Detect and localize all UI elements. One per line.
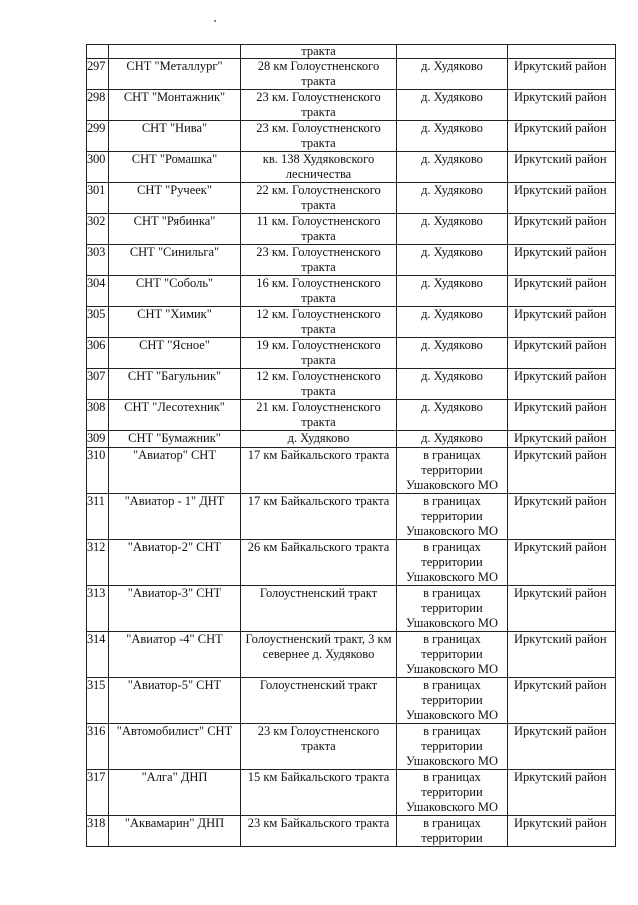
location: 28 км Голоустненского тракта	[241, 59, 397, 90]
row-number: 310	[87, 448, 109, 494]
location: Голоустненский тракт	[241, 678, 397, 724]
organization-name: "Авиатор-2" СНТ	[109, 540, 241, 586]
location: 15 км Байкальского тракта	[241, 770, 397, 816]
location: 12 км. Голоустненского тракта	[241, 369, 397, 400]
location: 19 км. Голоустненского тракта	[241, 338, 397, 369]
location: 12 км. Голоустненского тракта	[241, 307, 397, 338]
organization-name: СНТ "Лесотехник"	[109, 400, 241, 431]
organization-name: "Авиатор" СНТ	[109, 448, 241, 494]
district: Иркутский район	[508, 121, 616, 152]
organization-name: "Аквамарин" ДНП	[109, 816, 241, 847]
locality: д. Худяково	[397, 152, 508, 183]
locality: в границах территории	[397, 816, 508, 847]
district: Иркутский район	[508, 59, 616, 90]
location: 21 км. Голоустненского тракта	[241, 400, 397, 431]
location: Голоустненский тракт	[241, 586, 397, 632]
district: Иркутский район	[508, 369, 616, 400]
organization-name: "Автомобилист" СНТ	[109, 724, 241, 770]
table-row	[87, 770, 616, 816]
locality: д. Худяково	[397, 400, 508, 431]
location: 11 км. Голоустненского тракта	[241, 214, 397, 245]
locality: в границах территории Ушаковского МО	[397, 494, 508, 540]
locality: д. Худяково	[397, 431, 508, 448]
organization-name: "Авиатор-3" СНТ	[109, 586, 241, 632]
organization-name: СНТ "Бумажник"	[109, 431, 241, 448]
row-number: 313	[87, 586, 109, 632]
table-row	[87, 816, 616, 847]
row-number: 308	[87, 400, 109, 431]
location: кв. 138 Худяковского лесничества	[241, 152, 397, 183]
locality: д. Худяково	[397, 183, 508, 214]
organization-name: СНТ "Ясное"	[109, 338, 241, 369]
table-row	[87, 540, 616, 586]
district: Иркутский район	[508, 448, 616, 494]
location: тракта	[241, 45, 397, 59]
organization-name: СНТ "Синильга"	[109, 245, 241, 276]
table-row	[87, 214, 616, 245]
organization-name: СНТ "Соболь"	[109, 276, 241, 307]
table-row	[87, 90, 616, 121]
table-row	[87, 338, 616, 369]
row-number: 301	[87, 183, 109, 214]
location: 23 км Байкальского тракта	[241, 816, 397, 847]
table-row	[87, 678, 616, 724]
table-row	[87, 307, 616, 338]
locality: д. Худяково	[397, 90, 508, 121]
locality: д. Худяково	[397, 276, 508, 307]
row-number: 306	[87, 338, 109, 369]
table-row	[87, 245, 616, 276]
district: Иркутский район	[508, 214, 616, 245]
location: 23 км. Голоустненского тракта	[241, 245, 397, 276]
organization-name: "Авиатор -4" СНТ	[109, 632, 241, 678]
organization-name: СНТ "Металлург"	[109, 59, 241, 90]
table-row	[87, 59, 616, 90]
location: 23 км Голоустненского тракта	[241, 724, 397, 770]
location: 17 км Байкальского тракта	[241, 494, 397, 540]
organization-name: "Алга" ДНП	[109, 770, 241, 816]
location: 22 км. Голоустненского тракта	[241, 183, 397, 214]
table-row	[87, 369, 616, 400]
row-number	[87, 45, 109, 59]
organization-name: СНТ "Ромашка"	[109, 152, 241, 183]
locality: д. Худяково	[397, 245, 508, 276]
row-number: 312	[87, 540, 109, 586]
district: Иркутский район	[508, 816, 616, 847]
district: Иркутский район	[508, 431, 616, 448]
locality: д. Худяково	[397, 59, 508, 90]
table-row	[87, 494, 616, 540]
locality: в границах территории Ушаковского МО	[397, 540, 508, 586]
location: Голоустненский тракт, 3 км севернее д. Худяково	[241, 632, 397, 678]
row-number: 316	[87, 724, 109, 770]
row-number: 300	[87, 152, 109, 183]
locality: в границах территории Ушаковского МО	[397, 586, 508, 632]
district: Иркутский район	[508, 276, 616, 307]
organization-name	[109, 45, 241, 59]
organization-name: "Авиатор - 1" ДНТ	[109, 494, 241, 540]
locality: д. Худяково	[397, 307, 508, 338]
location: 23 км. Голоустненского тракта	[241, 90, 397, 121]
organization-name: СНТ "Монтажник"	[109, 90, 241, 121]
district: Иркутский район	[508, 152, 616, 183]
location: 16 км. Голоустненского тракта	[241, 276, 397, 307]
district: Иркутский район	[508, 245, 616, 276]
scan-speck	[214, 20, 216, 22]
organization-name: СНТ "Химик"	[109, 307, 241, 338]
location: 23 км. Голоустненского тракта	[241, 121, 397, 152]
locality: в границах территории Ушаковского МО	[397, 678, 508, 724]
table-row	[87, 276, 616, 307]
district: Иркутский район	[508, 494, 616, 540]
locality: в границах территории Ушаковского МО	[397, 632, 508, 678]
district: Иркутский район	[508, 540, 616, 586]
row-number: 297	[87, 59, 109, 90]
district: Иркутский район	[508, 770, 616, 816]
locality	[397, 45, 508, 59]
locality: в границах территории Ушаковского МО	[397, 448, 508, 494]
district: Иркутский район	[508, 586, 616, 632]
district: Иркутский район	[508, 724, 616, 770]
locality: д. Худяково	[397, 369, 508, 400]
organization-name: СНТ "Ручеек"	[109, 183, 241, 214]
table-row	[87, 431, 616, 448]
row-number: 298	[87, 90, 109, 121]
locality: в границах территории Ушаковского МО	[397, 770, 508, 816]
organization-name: СНТ "Багульник"	[109, 369, 241, 400]
table-row	[87, 183, 616, 214]
row-number: 309	[87, 431, 109, 448]
organization-name: СНТ "Нива"	[109, 121, 241, 152]
row-number: 299	[87, 121, 109, 152]
table-row	[87, 45, 616, 59]
table-row	[87, 400, 616, 431]
district: Иркутский район	[508, 90, 616, 121]
location: д. Худяково	[241, 431, 397, 448]
row-number: 311	[87, 494, 109, 540]
district: Иркутский район	[508, 183, 616, 214]
location: 26 км Байкальского тракта	[241, 540, 397, 586]
locality: д. Худяково	[397, 214, 508, 245]
row-number: 318	[87, 816, 109, 847]
registry-table	[86, 44, 616, 847]
district: Иркутский район	[508, 338, 616, 369]
row-number: 303	[87, 245, 109, 276]
district: Иркутский район	[508, 400, 616, 431]
table-row	[87, 632, 616, 678]
table-row	[87, 586, 616, 632]
registry-table-body	[87, 45, 616, 847]
district: Иркутский район	[508, 632, 616, 678]
district: Иркутский район	[508, 307, 616, 338]
row-number: 305	[87, 307, 109, 338]
row-number: 315	[87, 678, 109, 724]
row-number: 302	[87, 214, 109, 245]
table-row	[87, 152, 616, 183]
row-number: 317	[87, 770, 109, 816]
table-row	[87, 448, 616, 494]
locality: д. Худяково	[397, 121, 508, 152]
organization-name: "Авиатор-5" СНТ	[109, 678, 241, 724]
table-row	[87, 121, 616, 152]
district	[508, 45, 616, 59]
table-row	[87, 724, 616, 770]
row-number: 304	[87, 276, 109, 307]
locality: д. Худяково	[397, 338, 508, 369]
row-number: 307	[87, 369, 109, 400]
organization-name: СНТ "Рябинка"	[109, 214, 241, 245]
district: Иркутский район	[508, 678, 616, 724]
row-number: 314	[87, 632, 109, 678]
locality: в границах территории Ушаковского МО	[397, 724, 508, 770]
location: 17 км Байкальского тракта	[241, 448, 397, 494]
